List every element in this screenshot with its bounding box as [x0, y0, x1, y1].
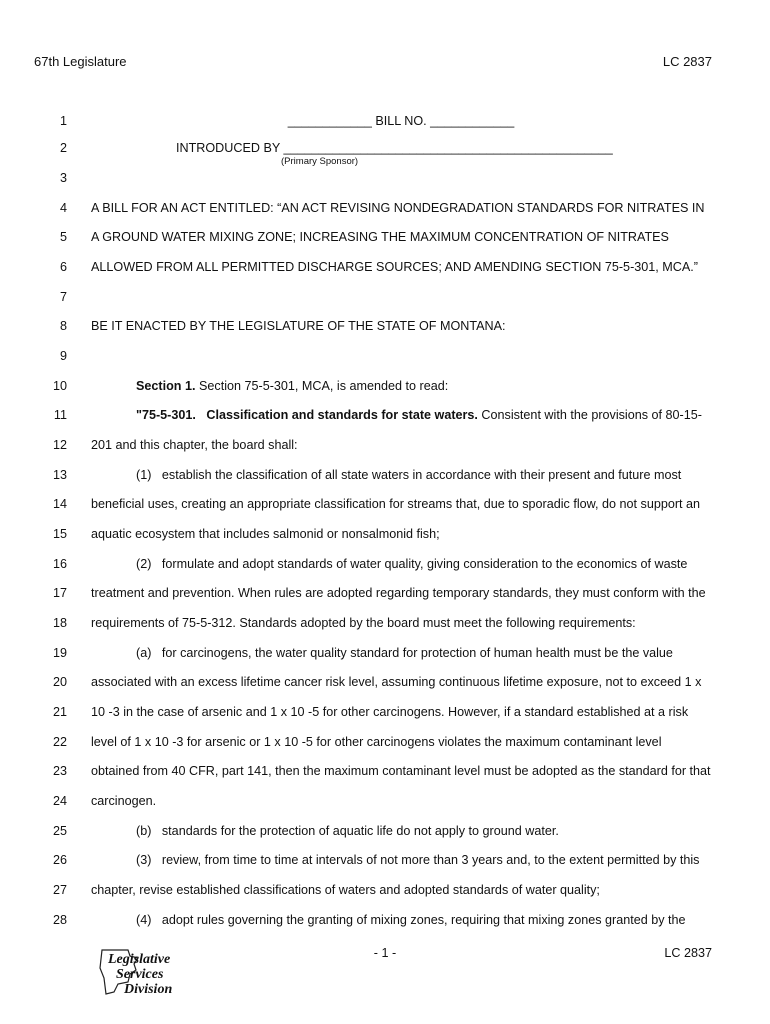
line-text: Consistent with the provisions of 80-15-: [477, 408, 702, 422]
line-text: chapter, revise established classifications of waters and adopted standards of water quality;: [91, 883, 600, 897]
document-line: [0, 643, 770, 663]
document-line: [0, 465, 770, 485]
lc-number-header: LC 2837: [662, 54, 712, 69]
line-text: associated with an excess lifetime cancer risk level, assuming continuous lifetime exposure, not to exceed 1 x: [91, 675, 702, 689]
line-number: 8: [59, 319, 67, 333]
line-text: (2) formulate and adopt standards of water quality, giving consideration to the economics of waste: [136, 557, 688, 571]
line-number: 19: [52, 646, 67, 660]
document-line: [0, 554, 770, 574]
line-text: beneficial uses, creating an appropriate classification for streams that, due to sporadic flow, do not support an: [91, 497, 701, 511]
document-line: [0, 761, 770, 781]
document-line: [0, 376, 770, 396]
line-text: requirements of 75-5-312. Standards adopted by the board must meet the following requirements:: [91, 616, 636, 630]
document-line: [0, 702, 770, 722]
bill-number-line: ____________ BILL NO. ____________: [287, 114, 515, 128]
document-line: [0, 287, 770, 307]
document-line: [0, 524, 770, 544]
document-line: [0, 168, 770, 188]
document-line: [0, 672, 770, 692]
line-text: (b) standards for the protection of aquatic life do not apply to ground water.: [136, 824, 559, 838]
document-line: [0, 435, 770, 455]
line-number: 23: [52, 764, 67, 778]
line-number: 5: [59, 230, 67, 244]
line-number: 18: [52, 616, 67, 630]
line-text: level of 1 x 10 -3 for arsenic or 1 x 10 -5 for other carcinogens violates the maximum contaminant level: [91, 735, 662, 749]
line-number: 28: [52, 913, 67, 927]
line-text: 201 and this chapter, the board shall:: [91, 438, 298, 452]
line-number: 6: [59, 260, 67, 274]
line-number: 16: [52, 557, 67, 571]
document-line: [0, 850, 770, 870]
line-text: aquatic ecosystem that includes salmonid or nonsalmonid fish;: [91, 527, 440, 541]
legislature-header: 67th Legislature: [34, 54, 127, 69]
line-number: 22: [52, 735, 67, 749]
document-line: [0, 138, 770, 158]
line-number: 3: [59, 171, 67, 185]
line-number: 27: [52, 883, 67, 897]
document-line: [0, 910, 770, 930]
page-number: - 1 -: [373, 946, 397, 960]
statute-heading: [91, 405, 714, 425]
line-text: obtained from 40 CFR, part 141, then the maximum contaminant level must be adopted as the standard for that: [91, 764, 711, 778]
line-text: (3) review, from time to time at intervals of not more than 3 years and, to the extent permitted by this: [136, 853, 700, 867]
document-line: [0, 346, 770, 366]
line-text: (a) for carcinogens, the water quality standard for protection of human health must be the value: [136, 646, 673, 660]
logo-word: Legislative: [108, 952, 171, 967]
document-line: [0, 732, 770, 752]
line-text: 10 -3 in the case of arsenic and 1 x 10 -5 for other carcinogens. However, if a standard established at a risk: [91, 705, 689, 719]
document-line: [0, 880, 770, 900]
document-line: [0, 613, 770, 633]
line-number: 7: [59, 290, 67, 304]
line-number: 10: [52, 379, 67, 393]
line-number: 12: [52, 438, 67, 452]
primary-sponsor-caption: (Primary Sponsor): [281, 156, 359, 167]
line-text: (4) adopt rules governing the granting of mixing zones, requiring that mixing zones granted by the: [136, 913, 686, 927]
line-text: ALLOWED FROM ALL PERMITTED DISCHARGE SOURCES; AND AMENDING SECTION 75-5-301, MCA.”: [91, 260, 698, 274]
line-number: 24: [52, 794, 67, 808]
line-number: 4: [59, 201, 67, 215]
line-number: 25: [52, 824, 67, 838]
line-number: 13: [52, 468, 67, 482]
section-label: Section 1.: [136, 379, 196, 393]
line-text: (1) establish the classification of all state waters in accordance with their present and future most: [136, 468, 682, 482]
line-text: carcinogen.: [91, 794, 157, 808]
document-line: [0, 791, 770, 811]
document-line: [0, 405, 770, 425]
line-number: 17: [52, 586, 67, 600]
document-line: [0, 821, 770, 841]
introduced-by-line: INTRODUCED BY _______________________________________________: [176, 141, 613, 155]
line-text: Section 75-5-301, MCA, is amended to read:: [195, 379, 449, 393]
line-number: 21: [52, 705, 67, 719]
line-number: 11: [53, 408, 67, 422]
line-text: A GROUND WATER MIXING ZONE; INCREASING THE MAXIMUM CONCENTRATION OF NITRATES: [91, 230, 669, 244]
line-text: A BILL FOR AN ACT ENTITLED: “AN ACT REVISING NONDEGRADATION STANDARDS FOR NITRATES IN: [91, 201, 705, 215]
line-text: treatment and prevention. When rules are adopted regarding temporary standards, they must conform with the: [91, 586, 706, 600]
document-line: [0, 583, 770, 603]
line-number: 9: [59, 349, 67, 363]
line-number: 14: [52, 497, 67, 511]
logo-word: Services: [116, 967, 164, 982]
document-line: [0, 111, 770, 131]
section-heading: [91, 376, 714, 396]
line-number: 15: [52, 527, 67, 541]
line-number: 20: [52, 675, 67, 689]
lc-number-footer: LC 2837: [664, 946, 712, 960]
line-number: 2: [59, 141, 67, 155]
document-line: [0, 257, 770, 277]
document-line: [0, 198, 770, 218]
enacting-clause: BE IT ENACTED BY THE LEGISLATURE OF THE STATE OF MONTANA:: [91, 319, 506, 333]
statute-title: "75-5-301. Classification and standards for state waters.: [136, 408, 478, 422]
line-number: 26: [52, 853, 67, 867]
document-line: [0, 316, 770, 336]
logo-word: Division: [124, 982, 173, 997]
document-line: [0, 494, 770, 514]
document-line: [0, 227, 770, 247]
line-number: 1: [59, 114, 67, 128]
